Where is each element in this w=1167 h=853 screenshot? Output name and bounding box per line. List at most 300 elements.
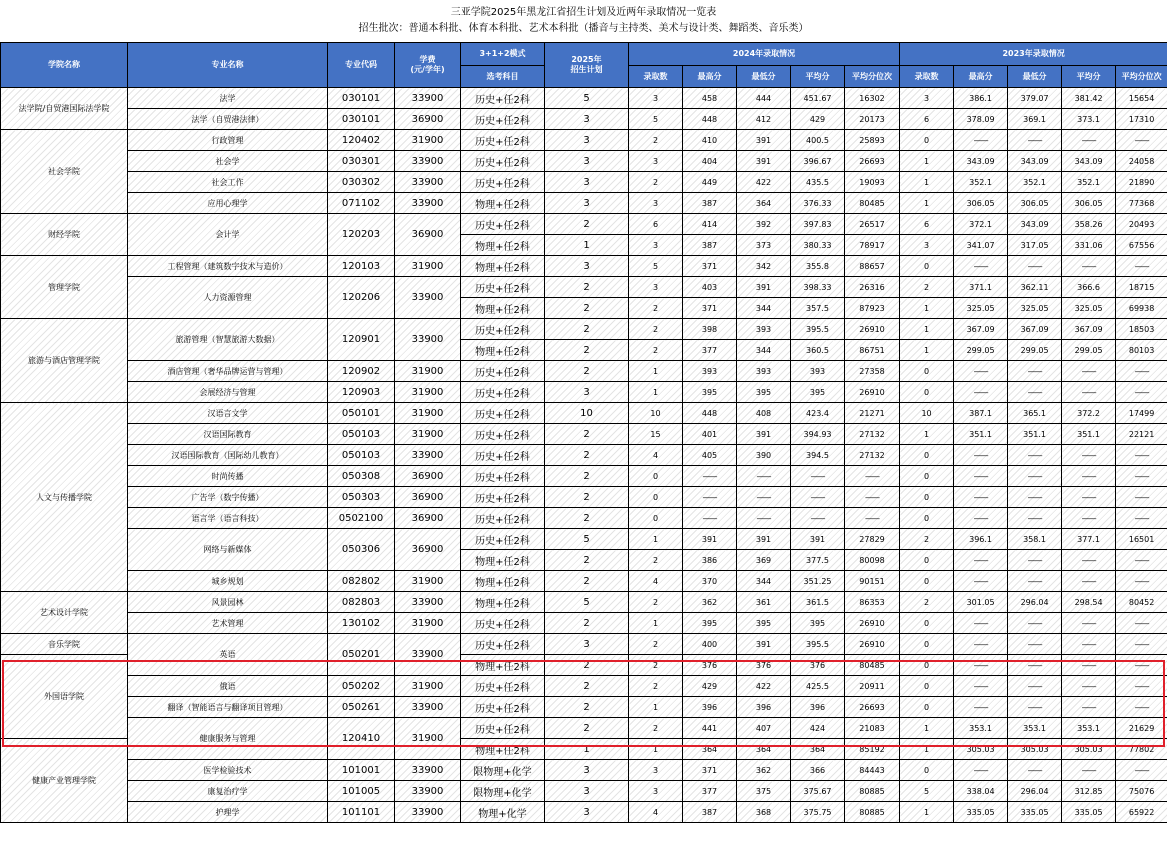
2023-min: 305.03 <box>1008 739 1062 760</box>
major-code: 101001 <box>328 760 395 781</box>
2024-count: 2 <box>629 718 683 739</box>
2024-max: 387 <box>683 235 737 256</box>
2024-min: 391 <box>737 277 791 298</box>
2023-count: 6 <box>900 214 954 235</box>
table-row <box>1 802 1167 823</box>
2023-min: 365.1 <box>1008 403 1062 424</box>
table-row <box>1 277 1167 298</box>
plan-2025: 3 <box>545 802 629 823</box>
major-fee: 33900 <box>395 802 461 823</box>
plan-2025: 2 <box>545 424 629 445</box>
college-name: 健康产业管理学院 <box>1 739 128 823</box>
table-row <box>1 319 1167 340</box>
2023-rank: 77802 <box>1116 739 1167 760</box>
major-code: 050308 <box>328 466 395 487</box>
2023-rank: —— <box>1116 466 1167 487</box>
plan-2025: 2 <box>545 508 629 529</box>
college-name: 财经学院 <box>1 214 128 256</box>
2023-avg: 306.05 <box>1062 193 1116 214</box>
major-fee: 31900 <box>395 676 461 697</box>
2023-avg: —— <box>1062 697 1116 718</box>
2023-rank: —— <box>1116 508 1167 529</box>
subject-requirement: 物理+任2科 <box>461 739 545 760</box>
subject-requirement: 历史+任2科 <box>461 361 545 382</box>
2024-min: 422 <box>737 172 791 193</box>
2024-rank: 80885 <box>845 781 900 802</box>
2024-min: 396 <box>737 697 791 718</box>
2024-avg: 375.75 <box>791 802 845 823</box>
2024-rank: —— <box>845 487 900 508</box>
2024-rank: 16302 <box>845 88 900 109</box>
2024-rank: —— <box>845 508 900 529</box>
2023-min: 299.05 <box>1008 340 1062 361</box>
2023-avg: 381.42 <box>1062 88 1116 109</box>
2024-avg: 393 <box>791 361 845 382</box>
2023-avg: 377.1 <box>1062 529 1116 550</box>
2023-max: —— <box>954 466 1008 487</box>
subject-requirement: 物理+任2科 <box>461 655 545 676</box>
2024-rank: 86353 <box>845 592 900 613</box>
2023-min: 379.07 <box>1008 88 1062 109</box>
2023-avg: —— <box>1062 256 1116 277</box>
2024-avg: 400.5 <box>791 130 845 151</box>
2024-min: 407 <box>737 718 791 739</box>
2024-count: 2 <box>629 319 683 340</box>
2024-max: 401 <box>683 424 737 445</box>
2024-max: 410 <box>683 130 737 151</box>
2023-avg: —— <box>1062 508 1116 529</box>
2024-count: 0 <box>629 466 683 487</box>
2024-rank: 90151 <box>845 571 900 592</box>
2024-max: 371 <box>683 298 737 319</box>
plan-2025: 2 <box>545 697 629 718</box>
college-name: 旅游与酒店管理学院 <box>1 319 128 403</box>
2024-count: 2 <box>629 550 683 571</box>
major-name: 社会学 <box>128 151 328 172</box>
2023-max: —— <box>954 697 1008 718</box>
2024-min: 376 <box>737 655 791 676</box>
2023-avg: 312.85 <box>1062 781 1116 802</box>
2023-count: 1 <box>900 718 954 739</box>
2024-min: 368 <box>737 802 791 823</box>
major-name: 城乡规划 <box>128 571 328 592</box>
plan-2025: 2 <box>545 466 629 487</box>
2024-count: 3 <box>629 193 683 214</box>
plan-2025: 2 <box>545 487 629 508</box>
major-code: 050103 <box>328 445 395 466</box>
2023-max: —— <box>954 655 1008 676</box>
2024-max: —— <box>683 508 737 529</box>
table-row <box>1 613 1167 634</box>
2023-avg: 305.03 <box>1062 739 1116 760</box>
2023-rank: —— <box>1116 676 1167 697</box>
2023-max: 367.09 <box>954 319 1008 340</box>
2024-rank: 88657 <box>845 256 900 277</box>
2023-count: 0 <box>900 508 954 529</box>
2024-min: 362 <box>737 760 791 781</box>
2023-min: —— <box>1008 445 1062 466</box>
2024-avg: —— <box>791 508 845 529</box>
major-fee: 36900 <box>395 214 461 256</box>
2024-count: 10 <box>629 403 683 424</box>
2024-count: 2 <box>629 340 683 361</box>
major-code: 050306 <box>328 529 395 571</box>
2023-max: 301.05 <box>954 592 1008 613</box>
2024-avg: 377.5 <box>791 550 845 571</box>
2023-rank: 80452 <box>1116 592 1167 613</box>
major-name: 酒店管理（奢华品牌运营与管理） <box>128 361 328 382</box>
plan-2025: 2 <box>545 298 629 319</box>
2024-avg: 355.8 <box>791 256 845 277</box>
2023-rank: 18715 <box>1116 277 1167 298</box>
2023-min: 343.09 <box>1008 151 1062 172</box>
major-fee: 33900 <box>395 172 461 193</box>
major-code: 082803 <box>328 592 395 613</box>
table-row <box>1 88 1167 109</box>
plan-2025: 2 <box>545 340 629 361</box>
major-code: 030302 <box>328 172 395 193</box>
2024-avg: 423.4 <box>791 403 845 424</box>
subject-requirement: 历史+任2科 <box>461 130 545 151</box>
2023-count: 1 <box>900 424 954 445</box>
2023-avg: 366.6 <box>1062 277 1116 298</box>
2024-max: 395 <box>683 382 737 403</box>
2023-min: 352.1 <box>1008 172 1062 193</box>
major-fee: 33900 <box>395 193 461 214</box>
college-name: 音乐学院 <box>1 634 128 655</box>
plan-2025: 2 <box>545 277 629 298</box>
2023-max: 299.05 <box>954 340 1008 361</box>
subject-requirement: 历史+任2科 <box>461 403 545 424</box>
college-name: 外国语学院 <box>1 655 128 739</box>
subject-requirement: 历史+任2科 <box>461 634 545 655</box>
major-name: 应用心理学 <box>128 193 328 214</box>
2024-avg: 376.33 <box>791 193 845 214</box>
table-row <box>1 424 1167 445</box>
major-fee: 33900 <box>395 781 461 802</box>
2024-max: 405 <box>683 445 737 466</box>
2023-avg: —— <box>1062 613 1116 634</box>
2023-min: 296.04 <box>1008 781 1062 802</box>
major-code: 050201 <box>328 634 395 676</box>
2024-max: 377 <box>683 781 737 802</box>
subject-requirement: 物理+任2科 <box>461 550 545 571</box>
2023-min: 306.05 <box>1008 193 1062 214</box>
table-row <box>1 214 1167 235</box>
2024-max: 377 <box>683 340 737 361</box>
major-fee: 31900 <box>395 403 461 424</box>
major-fee: 31900 <box>395 613 461 634</box>
2024-count: 0 <box>629 508 683 529</box>
2023-max: —— <box>954 676 1008 697</box>
header-2024: 2024年录取情况 <box>629 43 900 66</box>
2024-max: 448 <box>683 109 737 130</box>
table-row <box>1 487 1167 508</box>
2024-min: 344 <box>737 340 791 361</box>
2023-max: —— <box>954 445 1008 466</box>
subject-requirement: 历史+任2科 <box>461 508 545 529</box>
plan-2025: 3 <box>545 634 629 655</box>
2024-min: 444 <box>737 88 791 109</box>
2024-avg: 375.67 <box>791 781 845 802</box>
title-area <box>0 0 1167 42</box>
major-fee: 36900 <box>395 109 461 130</box>
2024-min: —— <box>737 466 791 487</box>
plan-2025: 10 <box>545 403 629 424</box>
2023-count: 0 <box>900 676 954 697</box>
2024-count: 6 <box>629 214 683 235</box>
major-name: 汉语国际教育（国际幼儿教育） <box>128 445 328 466</box>
2024-avg: 425.5 <box>791 676 845 697</box>
major-name: 艺术管理 <box>128 613 328 634</box>
2023-count: 2 <box>900 592 954 613</box>
2024-avg: 376 <box>791 655 845 676</box>
2023-rank: —— <box>1116 613 1167 634</box>
2024-avg: 451.67 <box>791 88 845 109</box>
major-fee: 36900 <box>395 508 461 529</box>
major-code: 030301 <box>328 151 395 172</box>
2023-min: 367.09 <box>1008 319 1062 340</box>
major-fee: 33900 <box>395 634 461 676</box>
college-name: 法学院/自贸港国际法学院 <box>1 88 128 130</box>
2024-max: 376 <box>683 655 737 676</box>
2023-max: 306.05 <box>954 193 1008 214</box>
2023-count: 0 <box>900 634 954 655</box>
2023-min: —— <box>1008 697 1062 718</box>
2023-min: 358.1 <box>1008 529 1062 550</box>
2023-max: —— <box>954 550 1008 571</box>
table-row <box>1 193 1167 214</box>
2023-rank: 17310 <box>1116 109 1167 130</box>
header-2023-max: 最高分 <box>954 66 1008 88</box>
2023-avg: 352.1 <box>1062 172 1116 193</box>
major-fee: 36900 <box>395 487 461 508</box>
2023-max: 305.03 <box>954 739 1008 760</box>
header-fee: 学费 (元/学年) <box>395 43 461 88</box>
2023-rank: —— <box>1116 445 1167 466</box>
2023-count: 10 <box>900 403 954 424</box>
2023-max: 386.1 <box>954 88 1008 109</box>
2024-max: 364 <box>683 739 737 760</box>
major-name: 风景园林 <box>128 592 328 613</box>
2024-max: 387 <box>683 802 737 823</box>
major-code: 101101 <box>328 802 395 823</box>
plan-2025: 3 <box>545 130 629 151</box>
major-code: 050103 <box>328 424 395 445</box>
2023-rank: 67556 <box>1116 235 1167 256</box>
2024-count: 1 <box>629 739 683 760</box>
2024-min: 344 <box>737 571 791 592</box>
2023-avg: 351.1 <box>1062 424 1116 445</box>
2023-count: 1 <box>900 172 954 193</box>
plan-2025: 2 <box>545 445 629 466</box>
major-name: 网络与新媒体 <box>128 529 328 571</box>
plan-2025: 1 <box>545 739 629 760</box>
2023-avg: —— <box>1062 550 1116 571</box>
subject-requirement: 物理+任2科 <box>461 340 545 361</box>
table-row <box>1 151 1167 172</box>
2023-avg: —— <box>1062 760 1116 781</box>
table-row <box>1 634 1167 655</box>
2024-max: 400 <box>683 634 737 655</box>
table-row <box>1 403 1167 424</box>
2024-rank: 27132 <box>845 445 900 466</box>
table-row <box>1 361 1167 382</box>
2024-count: 4 <box>629 445 683 466</box>
2023-avg: 353.1 <box>1062 718 1116 739</box>
2023-min: 351.1 <box>1008 424 1062 445</box>
2024-rank: 80485 <box>845 193 900 214</box>
subject-requirement: 历史+任2科 <box>461 424 545 445</box>
2024-rank: 80098 <box>845 550 900 571</box>
2023-count: 0 <box>900 697 954 718</box>
2023-min: —— <box>1008 676 1062 697</box>
2023-rank: 20493 <box>1116 214 1167 235</box>
major-fee: 31900 <box>395 382 461 403</box>
major-code: 050202 <box>328 676 395 697</box>
2023-count: 0 <box>900 655 954 676</box>
2023-rank: —— <box>1116 571 1167 592</box>
2023-rank: —— <box>1116 634 1167 655</box>
2023-min: 362.11 <box>1008 277 1062 298</box>
subject-requirement: 历史+任2科 <box>461 88 545 109</box>
major-name: 会展经济与管理 <box>128 382 328 403</box>
2023-avg: 343.09 <box>1062 151 1116 172</box>
major-code: 050261 <box>328 697 395 718</box>
2023-avg: 358.26 <box>1062 214 1116 235</box>
2023-avg: —— <box>1062 676 1116 697</box>
2024-avg: 351.25 <box>791 571 845 592</box>
2024-rank: 27829 <box>845 529 900 550</box>
2024-max: 429 <box>683 676 737 697</box>
plan-2025: 1 <box>545 235 629 256</box>
table-row <box>1 529 1167 550</box>
2024-max: 404 <box>683 151 737 172</box>
subject-requirement: 历史+任2科 <box>461 151 545 172</box>
plan-2025: 3 <box>545 172 629 193</box>
2024-rank: 26517 <box>845 214 900 235</box>
2023-count: 1 <box>900 340 954 361</box>
major-code: 071102 <box>328 193 395 214</box>
major-name: 汉语言文学 <box>128 403 328 424</box>
table-row <box>1 256 1167 277</box>
table-row <box>1 445 1167 466</box>
2024-min: 364 <box>737 193 791 214</box>
2023-min: —— <box>1008 130 1062 151</box>
major-code: 130102 <box>328 613 395 634</box>
page-title: 三亚学院2025年黑龙江省招生计划及近两年录取情况一览表 <box>450 7 717 18</box>
major-name: 会计学 <box>128 214 328 256</box>
2023-count: 0 <box>900 256 954 277</box>
2024-count: 2 <box>629 592 683 613</box>
college-name: 艺术设计学院 <box>1 592 128 634</box>
2023-rank: 21629 <box>1116 718 1167 739</box>
plan-2025: 3 <box>545 781 629 802</box>
2023-max: 343.09 <box>954 151 1008 172</box>
2024-avg: 395.5 <box>791 634 845 655</box>
plan-2025: 5 <box>545 88 629 109</box>
2024-max: 362 <box>683 592 737 613</box>
plan-2025: 2 <box>545 613 629 634</box>
table-row <box>1 571 1167 592</box>
2023-rank: 77368 <box>1116 193 1167 214</box>
major-fee: 31900 <box>395 361 461 382</box>
2024-avg: 380.33 <box>791 235 845 256</box>
2023-count: 6 <box>900 109 954 130</box>
2024-min: 392 <box>737 214 791 235</box>
2024-avg: 396 <box>791 697 845 718</box>
plan-2025: 2 <box>545 571 629 592</box>
2023-count: 0 <box>900 613 954 634</box>
major-name: 汉语国际教育 <box>128 424 328 445</box>
2023-max: —— <box>954 487 1008 508</box>
2023-count: 0 <box>900 130 954 151</box>
header-mode: 3+1+2模式 <box>461 43 545 66</box>
2024-min: 369 <box>737 550 791 571</box>
2024-count: 1 <box>629 697 683 718</box>
2023-max: —— <box>954 361 1008 382</box>
2023-rank: 22121 <box>1116 424 1167 445</box>
header-2023-avg: 平均分 <box>1062 66 1116 88</box>
major-name: 行政管理 <box>128 130 328 151</box>
2024-avg: 398.33 <box>791 277 845 298</box>
2023-rank: 75076 <box>1116 781 1167 802</box>
plan-2025: 3 <box>545 193 629 214</box>
2023-count: 0 <box>900 487 954 508</box>
2023-rank: —— <box>1116 550 1167 571</box>
2023-max: 378.09 <box>954 109 1008 130</box>
2023-rank: 16501 <box>1116 529 1167 550</box>
2023-rank: 18503 <box>1116 319 1167 340</box>
2023-count: 3 <box>900 235 954 256</box>
college-name: 管理学院 <box>1 256 128 319</box>
major-fee: 33900 <box>395 277 461 319</box>
2023-count: 0 <box>900 361 954 382</box>
major-code: 050303 <box>328 487 395 508</box>
2024-max: —— <box>683 466 737 487</box>
2023-rank: 80103 <box>1116 340 1167 361</box>
subject-requirement: 限物理+化学 <box>461 760 545 781</box>
subject-requirement: 历史+任2科 <box>461 466 545 487</box>
2024-rank: 21083 <box>845 718 900 739</box>
header-2024-min: 最低分 <box>737 66 791 88</box>
2023-min: —— <box>1008 466 1062 487</box>
2024-count: 4 <box>629 802 683 823</box>
2023-avg: —— <box>1062 634 1116 655</box>
subject-requirement: 历史+任2科 <box>461 445 545 466</box>
major-code: 120901 <box>328 319 395 361</box>
subject-requirement: 历史+任2科 <box>461 214 545 235</box>
2024-count: 2 <box>629 634 683 655</box>
2024-max: 370 <box>683 571 737 592</box>
subject-requirement: 历史+任2科 <box>461 109 545 130</box>
2023-min: —— <box>1008 550 1062 571</box>
2024-min: 412 <box>737 109 791 130</box>
2024-min: 395 <box>737 382 791 403</box>
2024-rank: 20911 <box>845 676 900 697</box>
2023-count: 1 <box>900 298 954 319</box>
2024-avg: 395.5 <box>791 319 845 340</box>
2024-count: 3 <box>629 781 683 802</box>
2024-min: 393 <box>737 361 791 382</box>
plan-2025: 5 <box>545 529 629 550</box>
2024-min: 391 <box>737 634 791 655</box>
2024-max: 449 <box>683 172 737 193</box>
2024-min: 395 <box>737 613 791 634</box>
major-name: 旅游管理（智慧旅游大数据） <box>128 319 328 361</box>
2024-count: 2 <box>629 130 683 151</box>
subject-requirement: 历史+任2科 <box>461 277 545 298</box>
